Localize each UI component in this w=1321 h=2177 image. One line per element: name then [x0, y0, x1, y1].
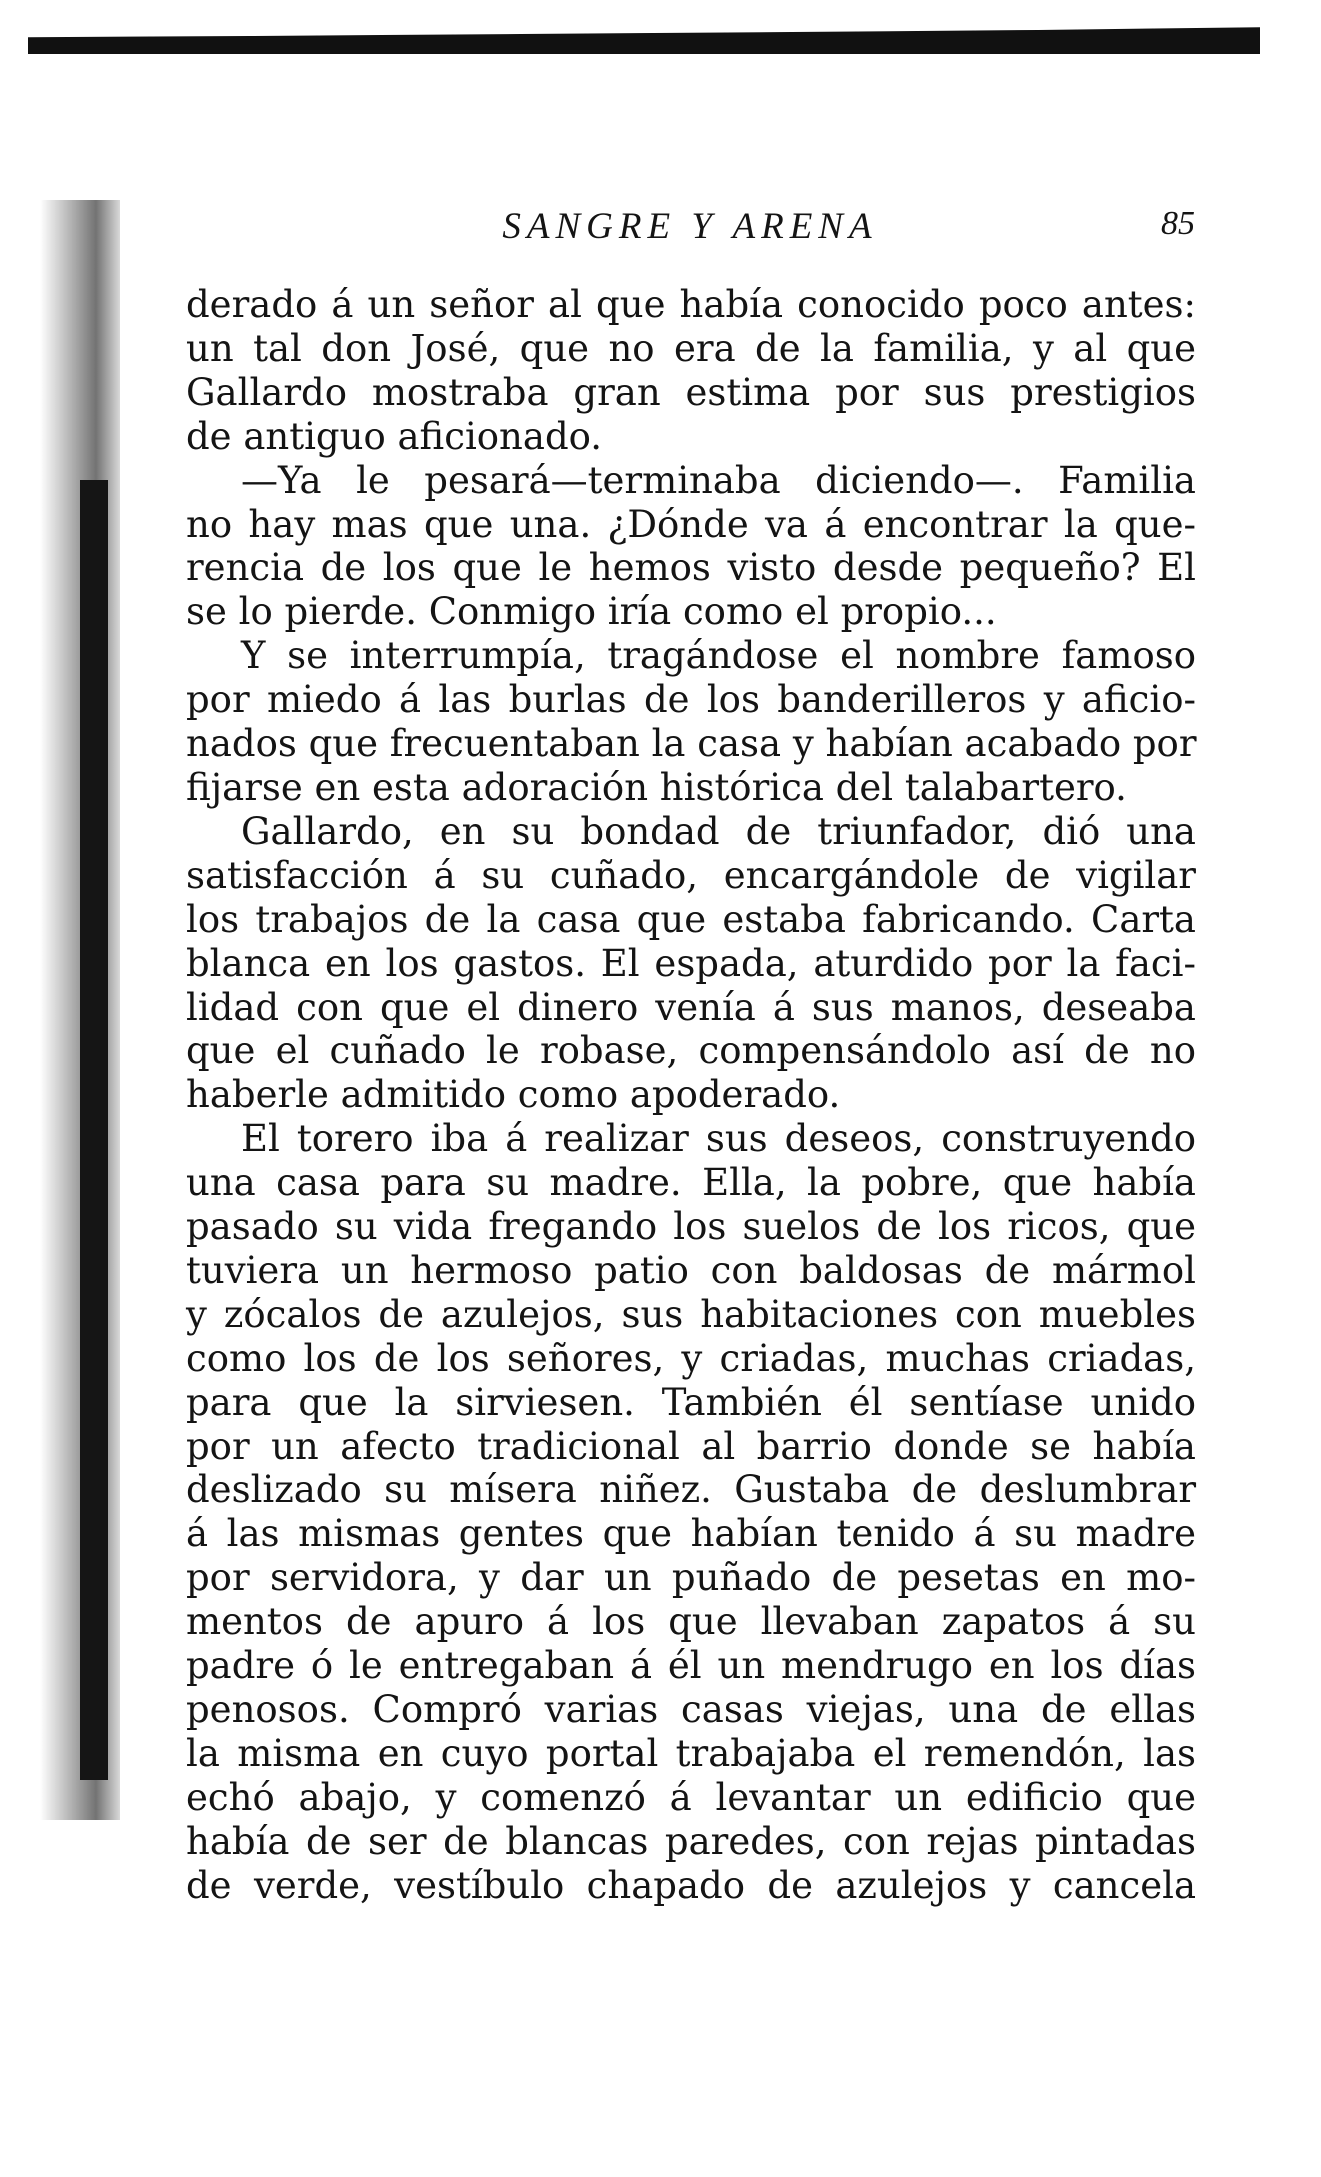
text-line: lidad con que el dinero venía á sus manos, deseaba [186, 985, 1196, 1029]
text-line: había de ser de blancas paredes, con rejas pintadas [186, 1819, 1196, 1863]
text-line: Gallardo, en su bondad de triunfador, dió una [241, 809, 1196, 853]
text-line: tuviera un hermoso patio con baldosas de mármol [186, 1248, 1196, 1292]
text-line: penosos. Compró varias casas viejas, una de ellas [186, 1688, 1196, 1731]
text-line: una casa para su madre. Ella, la pobre, que había [186, 1161, 1196, 1205]
text-line: y zócalos de azulejos, sus habitaciones con muebles [186, 1292, 1196, 1336]
text-line: un tal don José, que no era de la familia, y al que [186, 326, 1196, 370]
text-line: derado á un señor al que había conocido poco antes: [186, 283, 1196, 326]
text-line: padre ó le entregaban á él un mendrugo en los días [186, 1644, 1196, 1688]
text-line: de verde, vestíbulo chapado de azulejos y cancela [186, 1863, 1196, 1907]
binding-edge [80, 480, 108, 1780]
text-line: la misma en cuyo portal trabajaba el remendón, las [186, 1731, 1196, 1775]
text-line: de antiguo aficionado. [186, 414, 603, 458]
text-line: como los de los señores, y criadas, muchas criadas, [186, 1336, 1196, 1380]
text-line: por un afecto tradicional al barrio donde se había [186, 1424, 1196, 1468]
running-title: SANGRE Y ARENA [502, 206, 878, 247]
text-line: rencia de los que le hemos visto desde pequeño? El [186, 546, 1196, 590]
page-number: 85 [1161, 205, 1195, 242]
text-line: Y se interrumpía, tragándose el nombre famoso [241, 634, 1196, 678]
text-line: no hay mas que una. ¿Dónde va á encontrar la que- [186, 502, 1196, 546]
text-line: fijarse en esta adoración histórica del talabartero. [186, 765, 1127, 809]
text-line: echó abajo, y comenzó á levantar un edificio que [186, 1775, 1196, 1819]
text-line: blanca en los gastos. El espada, aturdido por la faci- [186, 941, 1196, 985]
body-text [186, 283, 1196, 1908]
text-line: nados que frecuentaban la casa y habían acabado por [186, 722, 1197, 766]
text-line: mentos de apuro á los que llevaban zapatos á su [186, 1600, 1196, 1644]
text-line: satisfacción á su cuñado, encargándole de vigilar [186, 853, 1196, 897]
text-line: deslizado su mísera niñez. Gustaba de deslumbrar [186, 1468, 1196, 1512]
text-line: los trabajos de la casa que estaba fabricando. Carta [186, 897, 1196, 941]
top-edge-rule [28, 14, 1260, 54]
text-line: que el cuñado le robase, compensándolo así de no [186, 1029, 1196, 1073]
text-line: —Ya le pesará—terminaba diciendo—. Familia [241, 458, 1196, 502]
text-line: para que la sirviesen. También él sentíase unido [186, 1380, 1196, 1424]
text-line: pasado su vida fregando los suelos de los ricos, que [186, 1205, 1196, 1249]
text-line: por miedo á las burlas de los banderilleros y aficio- [186, 678, 1196, 722]
page-header [185, 205, 1195, 253]
text-line: El torero iba á realizar sus deseos, construyendo [241, 1117, 1196, 1161]
text-line: á las mismas gentes que habían tenido á su madre [186, 1512, 1196, 1556]
text-line: por servidora, y dar un puñado de pesetas en mo- [186, 1556, 1196, 1600]
text-line: se lo pierde. Conmigo iría como el propio... [186, 590, 997, 634]
text-line: haberle admitido como apoderado. [186, 1073, 841, 1117]
text-line: Gallardo mostraba gran estima por sus prestigios [186, 370, 1196, 414]
